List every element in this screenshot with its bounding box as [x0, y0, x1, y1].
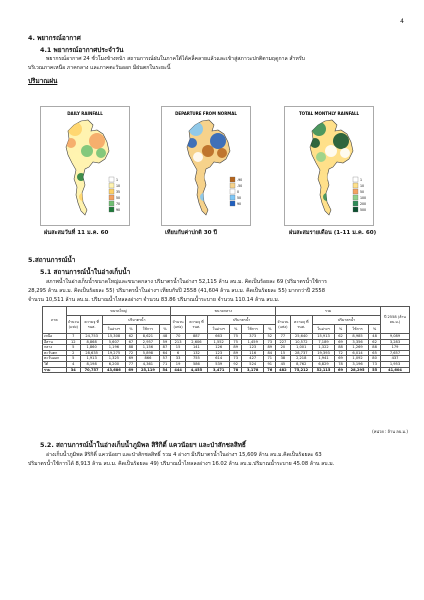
cell-region: เหนือ — [43, 334, 67, 340]
forecast-line-2: บริเวณภาคเหนือ ภาคกลาง และภาคตะวันออก มีฝนตกในระยะนี้ — [28, 65, 171, 71]
legend-label: -90 — [237, 178, 243, 182]
legend-swatch — [353, 189, 358, 194]
legend-swatch — [353, 183, 358, 188]
table-cell: 62 — [125, 334, 137, 340]
table-cell: 76 — [264, 367, 276, 373]
legend-label: 70 — [116, 202, 121, 206]
table-cell: 69 — [335, 339, 347, 345]
table-cell: 25,640 — [290, 334, 312, 340]
cell-region: กลาง — [43, 345, 67, 351]
section5-2-title: 5.2. สถานการณ์น้ำในอ่างเก็บน้ำภูมิพล สิริกิติ์ แควน้อยฯ และป่าสักชลสิทธิ์ — [40, 441, 246, 449]
table-cell: 41,604 — [381, 367, 410, 373]
table-cell: 6,014 — [346, 350, 368, 356]
table-cell: 78 — [230, 367, 242, 373]
table-cell: 12 — [66, 339, 80, 345]
table-cell: 92 — [230, 361, 242, 367]
table-cell: 48 — [369, 334, 381, 340]
reservoir-table — [42, 306, 410, 373]
th-volume-1: ปริมาตรน้ำ — [103, 316, 171, 325]
table-cell: 70 — [171, 334, 185, 340]
legend-label: 1 — [116, 178, 119, 182]
table-cell: 5,898 — [137, 350, 159, 356]
th-cap-3: ความจุ ที่ รนส. — [290, 316, 312, 334]
table-cell: 33 — [171, 356, 185, 362]
table-cell: 116 — [242, 350, 264, 356]
legend-label: 1 — [360, 178, 363, 182]
table-cell: 4 — [66, 361, 80, 367]
table-cell: 10,572 — [290, 339, 312, 345]
legend-swatch — [109, 177, 114, 182]
table-cell: 19 — [171, 361, 185, 367]
table-cell: 71 — [159, 361, 171, 367]
table-cell: 69 — [335, 367, 347, 373]
legend-swatch — [353, 177, 358, 182]
unit-note: (หน่วย : ล้าน ลบ.ม.) — [372, 429, 408, 434]
legend-label: 50 — [237, 196, 242, 200]
table-cell: 586 — [185, 361, 207, 367]
legend-label: 100 — [360, 196, 367, 200]
table-cell: 123 — [242, 345, 264, 351]
legend-label: 90 — [116, 208, 121, 212]
table-cell: 866 — [137, 356, 159, 362]
table-cell: 7,657 — [381, 350, 410, 356]
map-caption-daily: ฝนสะสมวันที่ 11 ม.ค. 60 — [44, 230, 109, 236]
table-cell: 80 — [369, 356, 381, 362]
table-cell: 373 — [242, 334, 264, 340]
table-cell: 6,200 — [103, 361, 125, 367]
table-cell: 1,860 — [80, 345, 102, 351]
table-cell: 19,393 — [312, 350, 334, 356]
legend-swatch — [109, 189, 114, 194]
table-cell: 8,198 — [80, 361, 102, 367]
table-cell: 69 — [335, 356, 347, 362]
table-cell: 5 — [66, 345, 80, 351]
table-cell: 78 — [335, 361, 347, 367]
table-cell: 24,753 — [80, 334, 102, 340]
table-cell: 25,119 — [137, 367, 159, 373]
table-cell: 73 — [264, 339, 276, 345]
reservoir-line-2: 28,295 ล้าน ลบ.ม. คิดเป็นร้อยละ 55) ปริมาตรน้ำในอ่างฯ เทียบกับปี 2558 (41,604 ล้าน ลบ.ม. คิดเป็นร้อยละ 55) มากกว่าปี 2558 — [28, 288, 325, 294]
table-cell: 28,635 — [80, 350, 102, 356]
table-cell: 3,196 — [346, 361, 368, 367]
table-cell: 54 — [159, 367, 171, 373]
legend-swatch — [109, 195, 114, 200]
table-cell: 45 — [276, 361, 290, 367]
table-cell: 88 — [125, 345, 137, 351]
map-caption-monthly: ฝนสะสมรายเดือน (1-11 ม.ค. 60) — [289, 230, 377, 236]
section4-title: 4. พยากรณ์อากาศ — [28, 34, 81, 42]
table-cell: 28,295 — [346, 367, 368, 373]
table-cell: 444 — [171, 367, 185, 373]
table-cell: 88 — [369, 345, 381, 351]
legend-label: 50 — [116, 196, 121, 200]
table-cell: 69 — [125, 367, 137, 373]
table-cell: 75,212 — [290, 367, 312, 373]
table-cell: 1,459 — [242, 339, 264, 345]
table-cell: 8,621 — [137, 334, 159, 340]
table-cell: 89 — [264, 345, 276, 351]
table-cell: 59 — [159, 339, 171, 345]
table-total-row — [43, 367, 410, 373]
table-cell: 1,322 — [312, 345, 334, 351]
table-cell: 5,607 — [103, 339, 125, 345]
th-use-1: ใช้การ — [137, 325, 159, 334]
table-cell: 3,178 — [242, 367, 264, 373]
table-cell: 48 — [159, 334, 171, 340]
table-cell: 9,089 — [381, 334, 410, 340]
table-cell: 65 — [369, 350, 381, 356]
th-in-3: ในอ่างฯ — [312, 325, 334, 334]
table-cell: 28,737 — [290, 350, 312, 356]
group-header-total: รวม — [276, 307, 381, 316]
table-cell: 8,868 — [80, 339, 102, 345]
th-volume-3: ปริมาตรน้ำ — [312, 316, 380, 325]
reservoir-line-1: สภาพน้ำในอ่างเก็บน้ำขนาดใหญ่และขนาดกลาง ปริมาตรน้ำในอ่างฯ 52,115 ล้าน ลบ.ม. คิดเป็นร้อยละ 69 (ปริมาตรน้ำใช้การ — [46, 279, 327, 285]
table-cell: 19,275 — [103, 350, 125, 356]
table-cell: 524 — [242, 361, 264, 367]
table-cell: 69 — [125, 356, 137, 362]
thailand-map-svg — [285, 107, 373, 225]
table-cell: 67 — [125, 339, 137, 345]
table-cell: 89 — [230, 350, 242, 356]
table-cell: 1,269 — [346, 345, 368, 351]
th-in-2: ในอ่างฯ — [208, 325, 230, 334]
map-title: DEPARTURE FROM NORMAL — [175, 111, 237, 116]
table-cell: 1,552 — [208, 339, 230, 345]
section5-1-title: 5.1 สถานการณ์น้ำในอ่างเก็บน้ำ — [40, 268, 131, 276]
legend-label: 10 — [360, 184, 365, 188]
cell-region: รวม — [43, 367, 67, 373]
table-cell: 77 — [125, 361, 137, 367]
th-cap-1: ความจุ ที่ รนส. — [80, 316, 102, 334]
th-volume-2: ปริมาตรน้ำ — [208, 316, 276, 325]
cell-region: อีสาน — [43, 339, 67, 345]
legend-swatch — [109, 201, 114, 206]
table-cell: 213 — [171, 339, 185, 345]
table-cell: 2,218 — [290, 356, 312, 362]
th-pct-1a: % — [125, 325, 137, 334]
table-cell: 227 — [276, 339, 290, 345]
legend-label: 35 — [116, 190, 121, 194]
table-cell: 55 — [369, 367, 381, 373]
table-cell: 1,196 — [103, 345, 125, 351]
table-cell: 89 — [230, 345, 242, 351]
table-cell: 437 — [381, 356, 410, 362]
th-cap-2: ความจุ ที่ รนส. — [185, 316, 207, 334]
group-header-medium: ขนาดกลาง — [171, 307, 276, 316]
table-cell: 7 — [66, 334, 80, 340]
page-number: 4 — [400, 18, 404, 25]
table-cell: 15 — [171, 345, 185, 351]
table-cell: 887 — [185, 334, 207, 340]
th-pct-3a: % — [335, 325, 347, 334]
cell-region: ตะวันตก — [43, 350, 67, 356]
table-cell: 52 — [264, 334, 276, 340]
table-cell: 77 — [276, 334, 290, 340]
table-cell: 15,308 — [103, 334, 125, 340]
table-cell: 8,985 — [346, 334, 368, 340]
table-cell: 482 — [276, 367, 290, 373]
cell-region: ใต้ — [43, 361, 67, 367]
legend-swatch — [230, 183, 235, 188]
legend-swatch — [353, 195, 358, 200]
legend-swatch — [230, 201, 235, 206]
reservoir-line-3: จำนวน 10,511 ล้าน ลบ.ม. ปริมาณน้ำไหลลงอ่างฯ จำนวน 83.86 ปริมาณน้ำระบาย จำนวน 110.14 ล้าน ลบ.ม. — [28, 297, 280, 303]
table-cell: 71 — [264, 356, 276, 362]
th-use-2: ใช้การ — [242, 325, 264, 334]
table-header-region: ภาค — [43, 307, 67, 334]
table-cell: 6 — [171, 350, 185, 356]
table-cell: 43,686 — [103, 367, 125, 373]
map-title: DAILY RAINFALL — [67, 111, 103, 116]
table-cell: 6,829 — [312, 361, 334, 367]
table-cell: 7,189 — [312, 339, 334, 345]
table-cell: 62 — [369, 339, 381, 345]
group-header-large: ขนาดใหญ่ — [66, 307, 171, 316]
table-cell: 3,283 — [381, 339, 410, 345]
th-pct-2a: % — [230, 325, 242, 334]
table-cell: 4,455 — [185, 367, 207, 373]
table-cell: 132 — [185, 350, 207, 356]
table-cell: 73 — [369, 361, 381, 367]
th-pct-1b: % — [159, 325, 171, 334]
rain-heading: ปริมาณฝน — [28, 77, 58, 85]
legend-label: 90 — [237, 202, 242, 206]
table-cell: 2,606 — [185, 339, 207, 345]
monthly-rainfall-map — [284, 106, 374, 226]
legend-swatch — [353, 207, 358, 212]
table-cell: 87 — [159, 345, 171, 351]
table-cell: 141 — [185, 345, 207, 351]
legend-label: 10 — [116, 184, 121, 188]
table-cell: 5 — [66, 356, 80, 362]
table-cell: 539 — [208, 361, 230, 367]
table-cell: 4,361 — [137, 361, 159, 367]
table-cell: 34 — [66, 367, 80, 373]
table-cell: 3,356 — [346, 339, 368, 345]
dam-line-1: อ่างเก็บน้ำภูมิพล สิริกิติ์ แควน้อยฯ และป่าสักชลสิทธิ์ รวม 4 อ่างฯ มีปริมาตรน้ำในอ่างฯ 15,609 ล้าน ลบ.ม.คิดเป็นร้อยละ 63 — [46, 452, 322, 458]
table-cell: 427 — [242, 356, 264, 362]
table-cell: 52,115 — [312, 367, 334, 373]
dam-line-2: ปริมาตรน้ำใช้การได้ 8,913 ล้าน ลบ.ม. คิดเป็นร้อยละ 49) ปริมาณน้ำไหลลงอ่างฯ 16.02 ล้าน ลบ.ม.ปริมาณน้ำระบาย 45.08 ล้าน ลบ.ม. — [28, 461, 335, 467]
legend-swatch — [353, 201, 358, 206]
daily-rainfall-map — [40, 106, 130, 226]
table-cell: 73 — [230, 356, 242, 362]
table-cell: 62 — [335, 334, 347, 340]
table-cell: 84 — [264, 350, 276, 356]
table-cell: 75 — [230, 339, 242, 345]
table-header-2015: ปี 2558 (ล้าน ลบ.ม.) — [381, 307, 410, 334]
section5-title: 5.สถานการณ์น้ำ — [28, 256, 76, 264]
th-in-1: ในอ่างฯ — [103, 325, 125, 334]
legend-swatch — [230, 189, 235, 194]
map-caption-departure: เทียบกับค่าปกติ 30 ปี — [165, 230, 218, 236]
table-cell: 8,762 — [290, 361, 312, 367]
table-cell: 1,156 — [137, 345, 159, 351]
thailand-map-svg — [41, 107, 129, 225]
th-use-3: ใช้การ — [346, 325, 368, 334]
table-cell: 1,092 — [346, 356, 368, 362]
table-cell: 663 — [208, 334, 230, 340]
table-cell: 72 — [335, 350, 347, 356]
legend-swatch — [109, 207, 114, 212]
table-cell: 64 — [159, 350, 171, 356]
table-cell: 123 — [208, 350, 230, 356]
legend-label: 200 — [360, 202, 367, 206]
table-cell: 70,757 — [80, 367, 102, 373]
table-cell: 57 — [159, 356, 171, 362]
table-cell: 3,471 — [208, 367, 230, 373]
table-cell: 1,001 — [290, 345, 312, 351]
table-cell: 179 — [381, 345, 410, 351]
table-cell: 15 — [276, 350, 290, 356]
table-cell: 75 — [230, 334, 242, 340]
legend-label: 500 — [360, 208, 367, 212]
table-cell: 126 — [208, 345, 230, 351]
legend-swatch — [109, 183, 114, 188]
legend-label: -50 — [237, 184, 243, 188]
legend-label: 50 — [360, 190, 365, 194]
table-cell: 1,325 — [103, 356, 125, 362]
section4-1-title: 4.1 พยากรณ์อากาศประจำวัน — [40, 46, 124, 54]
departure-map — [161, 106, 251, 226]
th-count-3: จำนวน (แห่ง) — [276, 316, 290, 334]
table-cell: 755 — [185, 356, 207, 362]
forecast-line-1: พยากรณ์อากาศ 24 ชั่วโมงข้างหน้า สถานการณ์ฝนในภาคใต้ได้คลี่คลายแล้วและเข้าสู่สภาวะปกติตามฤดูกาล สำหรับ — [46, 56, 305, 62]
table-cell: 614 — [208, 356, 230, 362]
table-cell: 88 — [335, 345, 347, 351]
th-pct-3b: % — [369, 325, 381, 334]
th-pct-2b: % — [264, 325, 276, 334]
table-cell: 15,913 — [312, 334, 334, 340]
table-cell: 1,941 — [312, 356, 334, 362]
table-cell: 2,957 — [137, 339, 159, 345]
table-cell: 38 — [276, 356, 290, 362]
cell-region: ตะวันออก — [43, 356, 67, 362]
th-count-2: จำนวน (แห่ง) — [171, 316, 185, 334]
legend-swatch — [230, 195, 235, 200]
th-count-1: จำนวน (แห่ง) — [66, 316, 80, 334]
legend-swatch — [230, 177, 235, 182]
table-cell: 2 — [66, 350, 80, 356]
table-cell: 1,913 — [80, 356, 102, 362]
legend-label: 0 — [237, 190, 240, 194]
table-cell: 20 — [276, 345, 290, 351]
map-title: TOTAL MONTHLY RAINFALL — [298, 111, 360, 116]
table-cell: 72 — [125, 350, 137, 356]
table-cell: 91 — [264, 361, 276, 367]
thailand-map-svg — [162, 107, 250, 225]
table-cell: 1,953 — [381, 361, 410, 367]
